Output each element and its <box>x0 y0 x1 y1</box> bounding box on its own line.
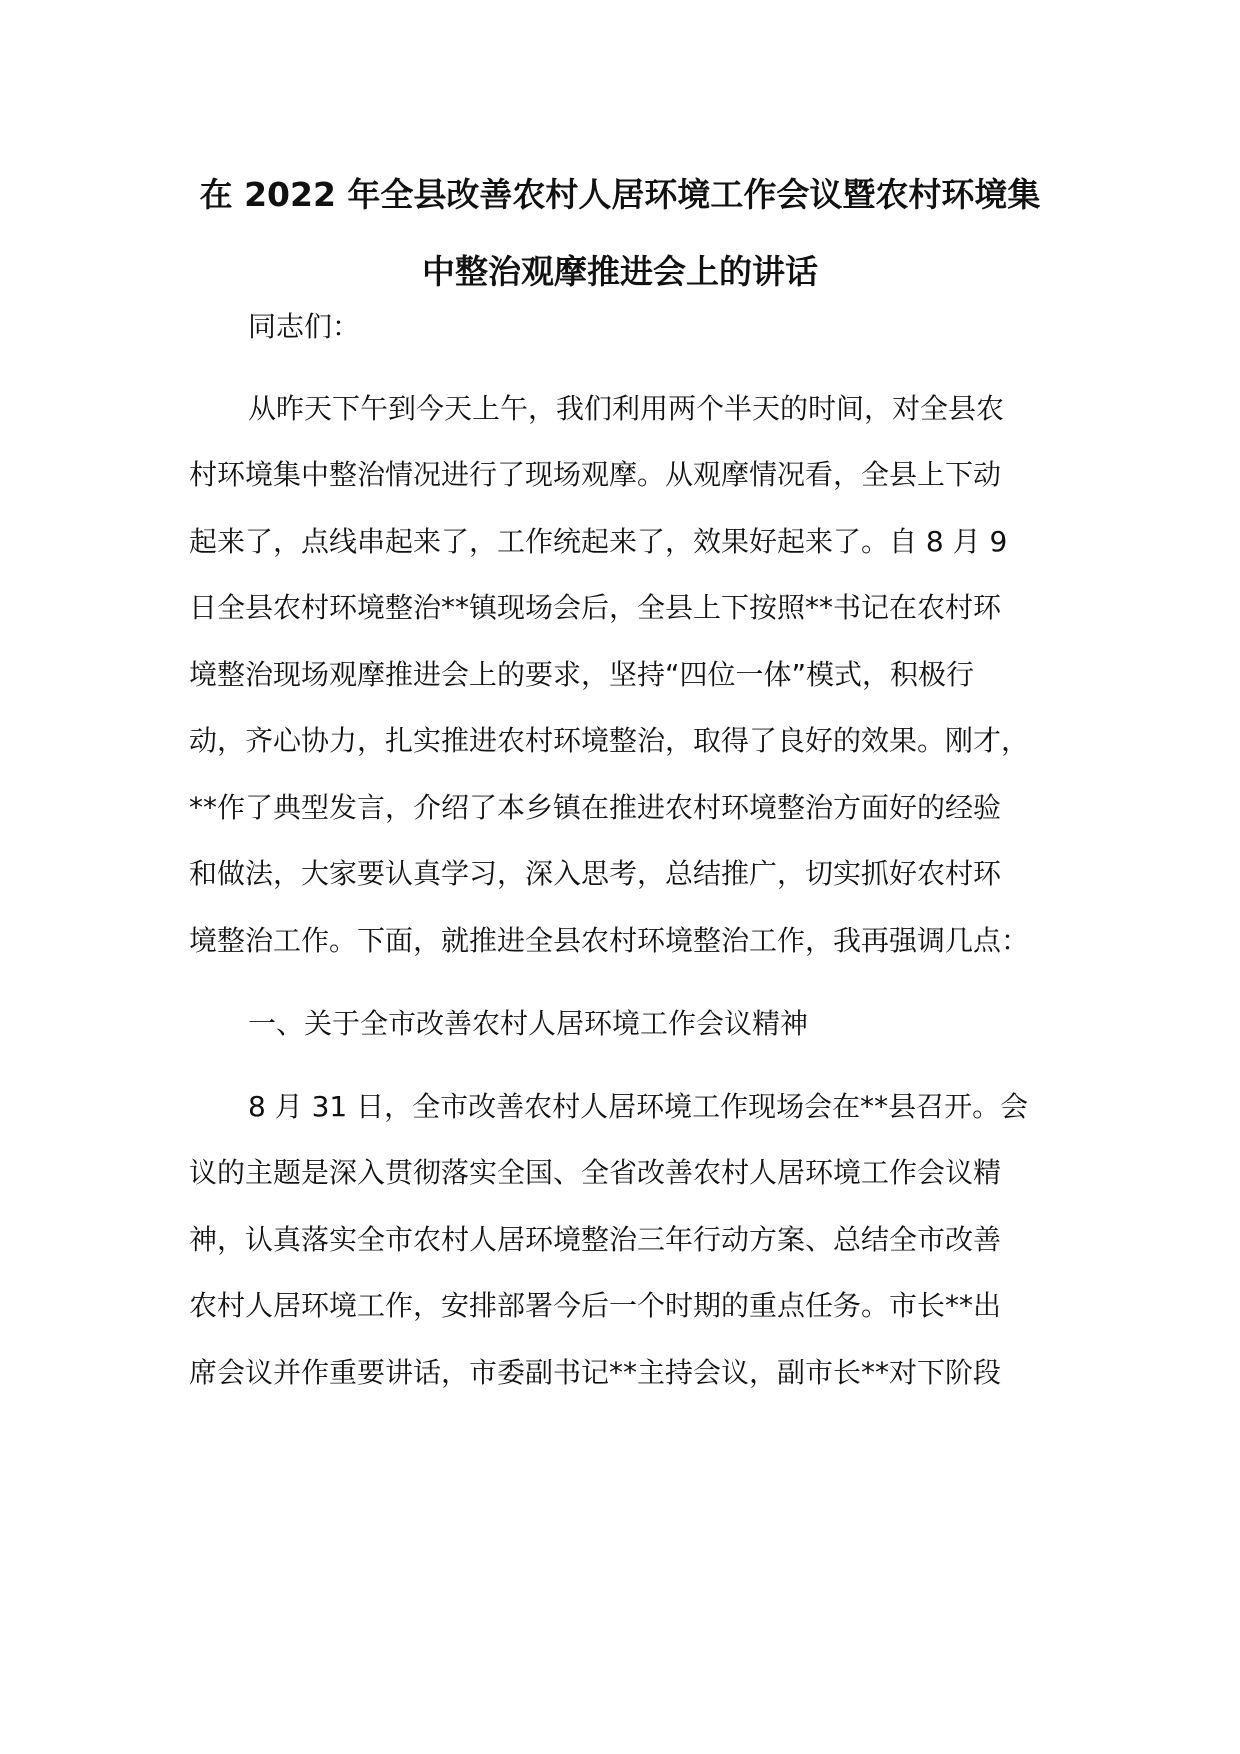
section-heading-1: 一、关于全市改善农村人居环境工作会议精神 <box>248 1007 809 1040</box>
paragraph-1-line-1: 从昨天下午到今天上午，我们利用两个半天的时间，对全县农 <box>248 392 1005 425</box>
paragraph-1-line-7: **作了典型发言，介绍了本乡镇在推进农村环境整治方面好的经验 <box>189 791 1002 824</box>
document-title-line-1: 在 2022 年全县改善农村人居环境工作会议暨农村环境集 <box>199 175 1041 214</box>
salutation: 同志们： <box>248 310 361 343</box>
paragraph-2-line-5: 席会议并作重要讲话，市委副书记**主持会议，副市长**对下阶段 <box>189 1356 1002 1389</box>
paragraph-1-line-8: 和做法，大家要认真学习，深入思考，总结推广，切实抓好农村环 <box>189 857 1002 890</box>
paragraph-1-line-4: 日全县农村环境整治**镇现场会后，全县上下按照**书记在农村环 <box>189 591 1002 624</box>
paragraph-1-line-5: 境整治现场观摩推进会上的要求，坚持“四位一体”模式，积极行 <box>189 658 975 691</box>
document-title-line-2: 中整治观摩推进会上的讲话 <box>422 252 818 291</box>
paragraph-2-line-3: 神，认真落实全市农村人居环境整治三年行动方案、总结全市改善 <box>189 1223 1002 1256</box>
paragraph-1-line-9: 境整治工作。下面，就推进全县农村环境整治工作，我再强调几点： <box>189 924 1030 957</box>
paragraph-2-line-2: 议的主题是深入贯彻落实全国、全省改善农村人居环境工作会议精 <box>189 1156 1002 1189</box>
paragraph-2-line-1: 8 月 31 日，全市改善农村人居环境工作现场会在**县召开。会 <box>248 1090 1029 1123</box>
paragraph-1-line-3: 起来了，点线串起来了，工作统起来了，效果好起来了。自 8 月 9 <box>189 525 1008 558</box>
paragraph-1-line-6: 动，齐心协力，扎实推进农村环境整治，取得了良好的效果。刚才， <box>189 724 1030 757</box>
paragraph-1-line-2: 村环境集中整治情况进行了现场观摩。从观摩情况看，全县上下动 <box>189 458 1002 491</box>
paragraph-2-line-4: 农村人居环境工作，安排部署今后一个时期的重点任务。市长**出 <box>189 1289 1002 1322</box>
